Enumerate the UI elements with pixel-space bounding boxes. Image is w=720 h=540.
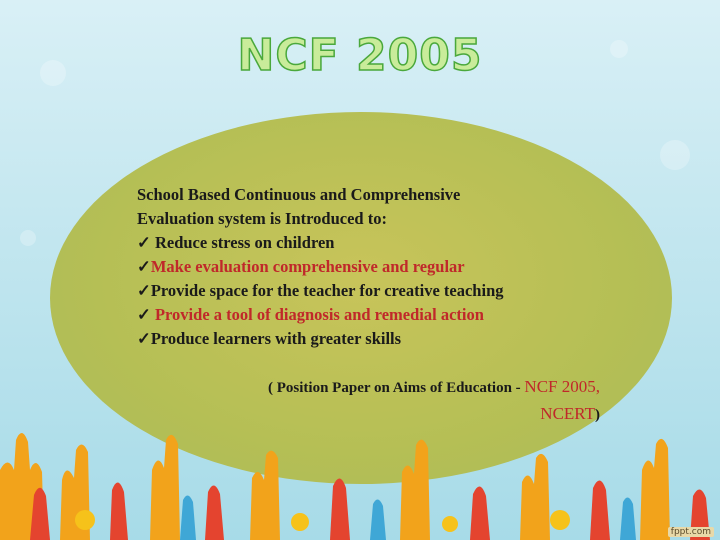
content-block bbox=[137, 183, 617, 351]
watermark-logo: fppt.com bbox=[668, 527, 714, 537]
check-icon: ✓ bbox=[137, 305, 151, 324]
slide-title: NCF 2005 bbox=[237, 30, 483, 81]
list-item: ✓ Provide a tool of diagnosis and remedial action bbox=[137, 305, 484, 324]
check-icon: ✓ bbox=[137, 281, 151, 300]
check-icon: ✓ bbox=[137, 233, 151, 252]
citation-ncert: NCERT bbox=[540, 404, 595, 423]
list-item: ✓ Reduce stress on children bbox=[137, 233, 335, 252]
citation-ncf: NCF 2005, bbox=[524, 377, 600, 396]
list-item: ✓Make evaluation comprehensive and regular bbox=[137, 257, 465, 276]
check-icon: ✓ bbox=[137, 257, 151, 276]
citation bbox=[200, 374, 600, 428]
citation-line2: NCERT) bbox=[540, 404, 600, 423]
check-icon: ✓ bbox=[137, 329, 151, 348]
intro-line: Evaluation system is Introduced to: bbox=[137, 209, 387, 228]
list-item: ✓Produce learners with greater skills bbox=[137, 329, 402, 348]
list-item: ✓Provide space for the teacher for creative teaching bbox=[137, 281, 504, 300]
citation-line1: ( Position Paper on Aims of Education - NCF 2005, bbox=[268, 377, 600, 396]
intro-line: School Based Continuous and Comprehensive bbox=[137, 185, 461, 204]
